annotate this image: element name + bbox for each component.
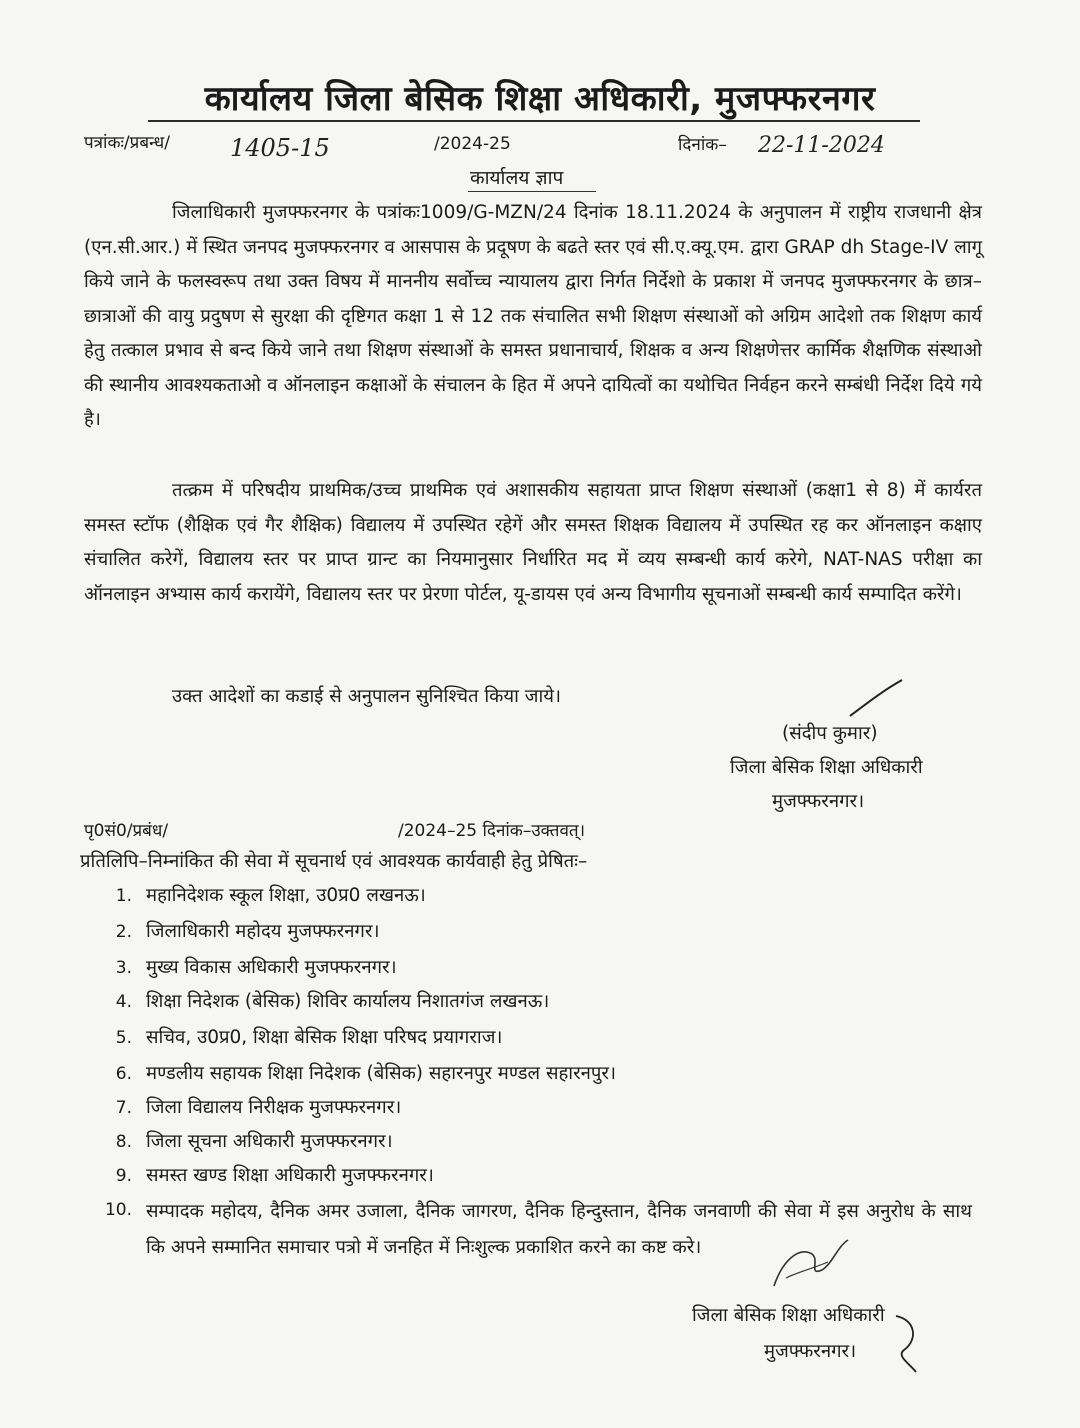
footer-place: मुजफ्फरनगर। (764, 1341, 857, 1362)
list-item-number: 7. (115, 1098, 132, 1118)
list-item-text: महानिदेशक स्कूल शिक्षा, उ0प्र0 लखनऊ। (146, 885, 426, 906)
list-item-number: 2. (115, 922, 132, 942)
copy-intro: प्रतिलिपि–निम्नांकित की सेवा में सूचनार्थ एवं आवश्यक कार्यवाही हेतु प्रेषितः– (80, 851, 588, 872)
list-item-number: 1. (115, 886, 132, 906)
title-underline (148, 120, 920, 122)
ref-session: /2024-25 (434, 134, 511, 154)
list-item-number: 5. (115, 1028, 132, 1048)
subject-underline (468, 191, 596, 192)
office-title: कार्यालय जिला बेसिक शिक्षा अधिकारी, मुजफ्फरनगर (204, 79, 876, 119)
footer-designation: जिला बेसिक शिक्षा अधिकारी (692, 1305, 885, 1326)
signatory-place: मुजफ्फरनगर। (772, 791, 865, 812)
list-item-text: शिक्षा निदेशक (बेसिक) शिविर कार्यालय निशातगंज लखनऊ। (146, 991, 550, 1012)
list-item-number: 3. (115, 958, 132, 978)
list-item-number: 10. (104, 1200, 132, 1220)
copy-ref-session-date: /2024–25 दिनांक–उक्तवत्। (398, 821, 586, 841)
ref-number-handwritten: 1405-15 (230, 134, 330, 162)
signatory-designation: जिला बेसिक शिक्षा अधिकारी (730, 757, 923, 778)
list-item-text: मुख्य विकास अधिकारी मुजफ्फरनगर। (146, 957, 397, 978)
list-item-text: समस्त खण्ड शिक्षा अधिकारी मुजफ्फरनगर। (146, 1165, 434, 1186)
paragraph-2: तत्क्रम में परिषदीय प्राथमिक/उच्च प्राथमिक एवं अशासकीय सहायता प्राप्त शिक्षण संस्थाओं (कक्षा1 से 8) में कार्यरत समस्त स्टॉफ (शैक्षिक एवं गैर शैक्षिक) विद्यालय में उपस्थित रहेगें और समस्त शिक्षक विद्यालय में उपस्थित रह कर ऑनलाइन कक्षाए संचालित करेगें, विद्यालय स्तर पर प्राप्त ग्रान्ट का नियमानुसार निर्धारित मद में व्यय सम्बन्धी कार्य करेगे, NAT-NAS परीक्षा का ऑनलाइन अभ्यास कार्य करायेंगे, विद्यालय स्तर पर प्रेरणा पोर्टल, यू-डायस एवं अन्य विभागीय सूचनाओं सम्बन्धी कार्य सम्पादित करेंगे। (84, 480, 982, 605)
list-item-number: 8. (115, 1132, 132, 1152)
subject-heading: कार्यालय ज्ञाप (470, 167, 564, 189)
date-handwritten: 22-11-2024 (758, 133, 885, 158)
list-item-text: सचिव, उ0प्र0, शिक्षा बेसिक शिक्षा परिषद प्रयागराज। (146, 1027, 503, 1048)
paragraph-1: जिलाधिकारी मुजफ्फरनगर के पत्रांकः1009/G-MZN/24 दिनांक 18.11.2024 के अनुपालन में राष्ट्रीय राजधानी क्षेत्र (एन.सी.आर.) में स्थित जनपद मुजफ्फरनगर व आसपास के प्रदूषण के बढते स्तर एवं सी.ए.क्यू.एम. द्वारा GRAP dh Stage-IV लागू किये जाने के फलस्वरूप तथा उक्त विषय में माननीय सर्वोच्च न्यायालय द्वारा निर्गत निर्देशो के प्रकाश में जनपद मुजफ्फरनगर के छात्र–छात्राओं की वायु प्रदुषण से सुरक्षा की दृष्टिगत कक्षा 1 से 12 तक संचालित सभी शिक्षण संस्थाओं को अग्रिम आदेशो तक शिक्षण कार्य हेतु तत्काल प्रभाव से बन्द किये जाने तथा शिक्षण संस्थाओं के समस्त प्रधानाचार्य, शिक्षक व अन्य शिक्षणेत्तर कार्मिक शैक्षणिक संस्थाओ की स्थानीय आवश्यकताओ व ऑनलाइन कक्षाओं के संचालन के हित में अपने दायित्वों का यथोचित निर्वहन करने सम्बंधी निर्देश दिये गये है। (84, 202, 982, 430)
footer-signature-stroke (886, 1310, 926, 1376)
list-item-number: 4. (115, 992, 132, 1012)
list-item-text: जिलाधिकारी महोदय मुजफ्फरनगर। (146, 921, 380, 942)
signatory-name: (संदीप कुमार) (782, 723, 878, 744)
list-item-text: सम्पादक महोदय, दैनिक अमर उजाला, दैनिक जागरण, दैनिक हिन्दुस्तान, दैनिक जनवाणी की सेवा में इस अनुरोध के साथ कि अपने सम्मानित समाचार पत्रो में जनहित में निःशुल्क प्रकाशित करने का कष्ट करे। (146, 1201, 972, 1258)
date-label: दिनांक– (678, 135, 727, 155)
list-item-text: मण्डलीय सहायक शिक्षा निदेशक (बेसिक) सहारनपुर मण्डल सहारनपुर। (146, 1063, 617, 1084)
list-item-text: जिला विद्यालय निरीक्षक मुजफ्फरनगर। (146, 1097, 402, 1118)
paragraph-3: उक्त आदेशों का कडाई से अनुपालन सुनिश्चित किया जाये। (172, 686, 562, 707)
list-item-text: जिला सूचना अधिकारी मुजफ्फरनगर। (146, 1131, 393, 1152)
list-item-number: 9. (115, 1166, 132, 1186)
copy-ref-label: पृ0सं0/प्रबंध/ (84, 821, 169, 841)
ref-label: पत्रांकः/प्रबन्ध/ (84, 133, 170, 153)
list-item-number: 6. (115, 1064, 132, 1084)
